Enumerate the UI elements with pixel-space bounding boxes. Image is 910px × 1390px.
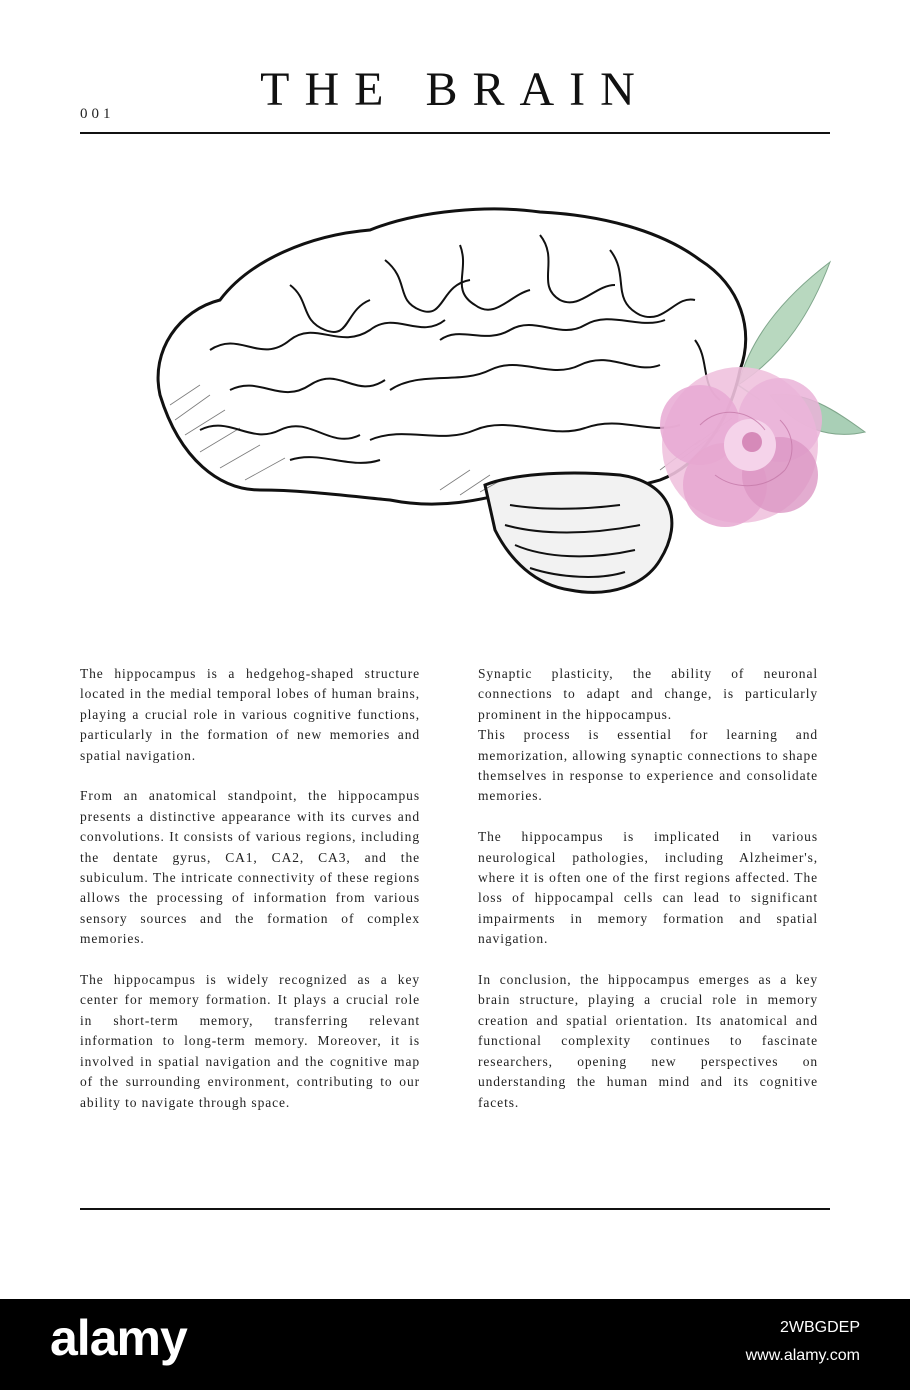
bottom-divider xyxy=(80,1208,830,1210)
article-left-column xyxy=(80,664,420,1133)
article-right-column xyxy=(478,664,818,1133)
page-title: THE BRAIN xyxy=(260,63,650,116)
paragraph: Synaptic plasticity, the ability of neuronal connections to adapt and change, is particularly prominent in the hippocampus. xyxy=(478,666,818,722)
paragraph: From an anatomical standpoint, the hippocampus presents a distinctive appearance with its curves and convolutions. It consists of various regions, including the dentate gyrus, CA1, CA2, CA3, and the subiculum. The intricate connectivity of these regions allows the processing of information from various sensory sources and the formation of complex memories. xyxy=(80,788,420,947)
brain-with-peony-illustration xyxy=(140,190,880,610)
brain-graphic xyxy=(158,209,746,592)
peony-flower-graphic xyxy=(660,367,822,527)
top-divider xyxy=(80,132,830,134)
page-number: 001 xyxy=(80,106,115,122)
watermark-url: www.alamy.com xyxy=(745,1347,860,1364)
paragraph: This process is essential for learning and memorization, allowing synaptic connections to shape themselves in response to experience and consolidate memories. xyxy=(478,727,818,804)
alamy-logo: alamy xyxy=(50,1310,187,1366)
image-id: 2WBGDEP xyxy=(779,1319,860,1336)
paragraph: The hippocampus is a hedgehog-shaped structure located in the medial temporal lobes of human brains, playing a crucial role in various cognitive functions, particularly in the formation of new memories and spatial navigation. xyxy=(80,666,420,763)
paragraph: The hippocampus is implicated in various neurological pathologies, including Alzheimer's, where it is often one of the first regions affected. The loss of hippocampal cells can lead to significant impairments in memory formation and spatial navigation. xyxy=(478,829,818,947)
watermark-bar xyxy=(0,1299,910,1390)
paragraph: In conclusion, the hippocampus emerges as a key brain structure, playing a crucial role in memory creation and spatial orientation. Its anatomical and functional complexity continues to fascinate researchers, opening new perspectives on understanding the human mind and its cognitive facets. xyxy=(478,972,818,1110)
paragraph: The hippocampus is widely recognized as a key center for memory formation. It plays a crucial role in short-term memory, transferring relevant information to long-term memory. Moreover, it is involved in spatial navigation and the cognitive map of the surrounding environment, contributing to our ability to navigate through space. xyxy=(80,972,420,1110)
